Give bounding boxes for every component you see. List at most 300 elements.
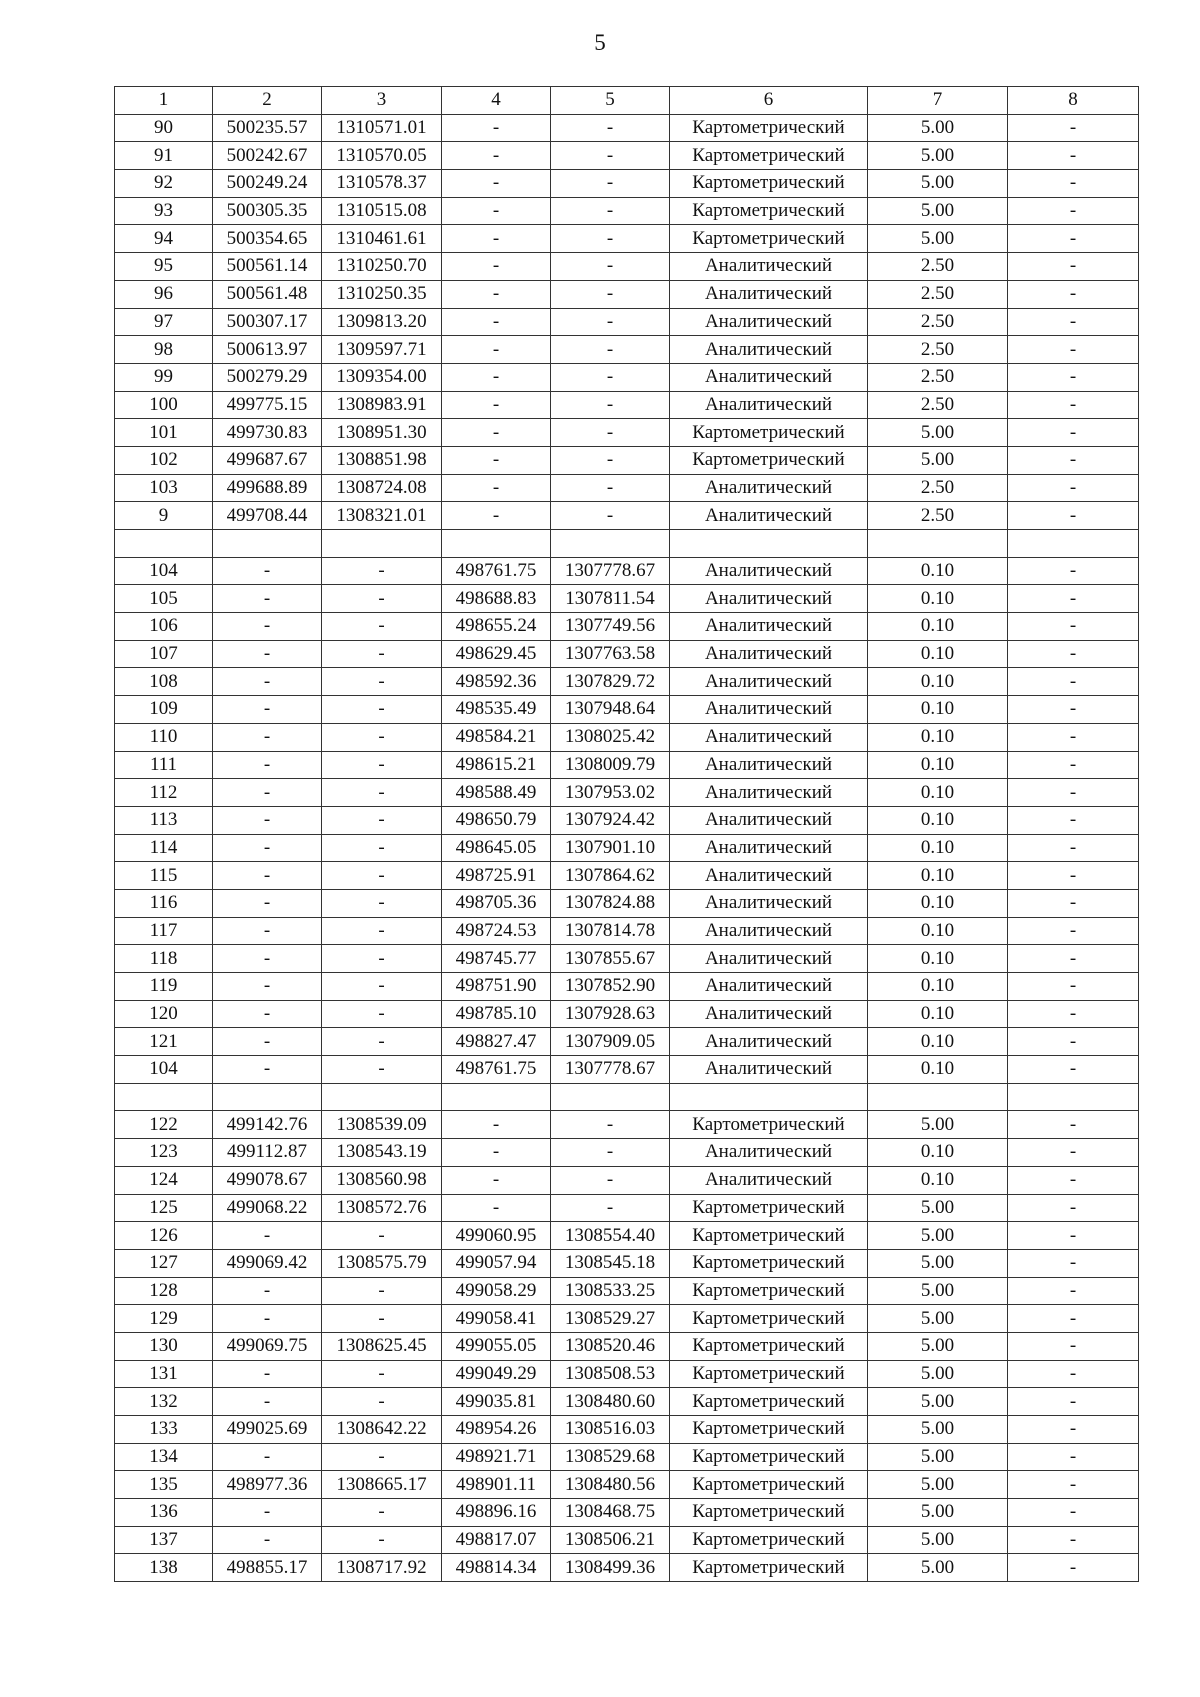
table-cell: 1308625.45 <box>322 1332 442 1360</box>
table-cell: 133 <box>115 1416 213 1444</box>
table-cell: - <box>1008 142 1139 170</box>
table-cell: - <box>551 225 670 253</box>
table-cell: 5.00 <box>868 1499 1008 1527</box>
table-cell: 137 <box>115 1526 213 1554</box>
table-row <box>115 917 1139 945</box>
table-cell: - <box>213 640 322 668</box>
table-cell: 498650.79 <box>442 806 551 834</box>
table-cell: - <box>442 225 551 253</box>
table-cell: 498855.17 <box>213 1554 322 1582</box>
table-cell: - <box>1008 253 1139 281</box>
table-cell: Картометрический <box>670 1360 868 1388</box>
table-cell: - <box>322 723 442 751</box>
table-cell: 498954.26 <box>442 1416 551 1444</box>
table-cell: Аналитический <box>670 363 868 391</box>
table-cell: 128 <box>115 1277 213 1305</box>
table-cell: 94 <box>115 225 213 253</box>
table-cell: - <box>213 945 322 973</box>
table-row <box>115 1388 1139 1416</box>
table-cell: 498645.05 <box>442 834 551 862</box>
table-cell <box>868 530 1008 558</box>
table-cell: 498896.16 <box>442 1499 551 1527</box>
table-cell: Картометрический <box>670 1554 868 1582</box>
table-cell: 111 <box>115 751 213 779</box>
table-cell: - <box>1008 1443 1139 1471</box>
table-body <box>115 87 1139 1582</box>
table-cell: Аналитический <box>670 806 868 834</box>
table-cell: - <box>213 613 322 641</box>
table-cell: 1308529.27 <box>551 1305 670 1333</box>
table-cell: 1310571.01 <box>322 114 442 142</box>
table-cell: - <box>322 1526 442 1554</box>
table-cell: - <box>551 170 670 198</box>
table-cell: Аналитический <box>670 1000 868 1028</box>
table-cell: - <box>1008 502 1139 530</box>
table-cell: 1307824.88 <box>551 889 670 917</box>
table-cell: - <box>1008 723 1139 751</box>
table-row <box>115 1111 1139 1139</box>
table-cell: Картометрический <box>670 170 868 198</box>
table-cell: - <box>442 280 551 308</box>
table-cell: - <box>551 502 670 530</box>
table-cell: 5.00 <box>868 197 1008 225</box>
table-cell: Аналитический <box>670 723 868 751</box>
table-cell: 1307864.62 <box>551 862 670 890</box>
table-cell: 1310578.37 <box>322 170 442 198</box>
table-cell: 1307855.67 <box>551 945 670 973</box>
table-cell: - <box>213 668 322 696</box>
table-cell: - <box>213 917 322 945</box>
table-cell: - <box>1008 1416 1139 1444</box>
table-cell: 500354.65 <box>213 225 322 253</box>
table-cell: 498761.75 <box>442 557 551 585</box>
table-cell: 5.00 <box>868 1471 1008 1499</box>
table-cell: 0.10 <box>868 889 1008 917</box>
table-cell: - <box>551 197 670 225</box>
table-cell: Аналитический <box>670 862 868 890</box>
table-cell: - <box>322 806 442 834</box>
table-cell: - <box>213 751 322 779</box>
table-row <box>115 1249 1139 1277</box>
table-cell: 1307778.67 <box>551 557 670 585</box>
table-cell: 498817.07 <box>442 1526 551 1554</box>
table-cell: 1309813.20 <box>322 308 442 336</box>
table-row <box>115 862 1139 890</box>
table-cell: 499730.83 <box>213 419 322 447</box>
table-cell: 0.10 <box>868 945 1008 973</box>
table-cell: 2.50 <box>868 363 1008 391</box>
table-row <box>115 889 1139 917</box>
table-cell: 500305.35 <box>213 197 322 225</box>
table-cell: 5.00 <box>868 142 1008 170</box>
table-cell: 499687.67 <box>213 446 322 474</box>
table-cell: 1309597.71 <box>322 336 442 364</box>
table-cell: - <box>551 280 670 308</box>
table-cell: - <box>213 1222 322 1250</box>
table-row <box>115 391 1139 419</box>
table-cell: 1308575.79 <box>322 1249 442 1277</box>
table-row <box>115 114 1139 142</box>
table-row <box>115 557 1139 585</box>
table-row <box>115 668 1139 696</box>
table-cell: 115 <box>115 862 213 890</box>
table-cell: 97 <box>115 308 213 336</box>
table-cell: 499068.22 <box>213 1194 322 1222</box>
table-cell: 1308499.36 <box>551 1554 670 1582</box>
table-cell <box>322 530 442 558</box>
table-cell: - <box>1008 1166 1139 1194</box>
table-cell: 0.10 <box>868 973 1008 1001</box>
header-cell: 2 <box>213 87 322 115</box>
table-cell: 1310570.05 <box>322 142 442 170</box>
table-cell: - <box>442 142 551 170</box>
table-row <box>115 1277 1139 1305</box>
table-cell: - <box>322 1305 442 1333</box>
table-cell: 1308508.53 <box>551 1360 670 1388</box>
table-cell: - <box>442 253 551 281</box>
table-cell: - <box>1008 1499 1139 1527</box>
table-cell: - <box>1008 640 1139 668</box>
table-cell: - <box>551 1166 670 1194</box>
table-cell: - <box>1008 1305 1139 1333</box>
table-cell: 498977.36 <box>213 1471 322 1499</box>
table-cell: 499049.29 <box>442 1360 551 1388</box>
table-cell: - <box>551 308 670 336</box>
table-row <box>115 1305 1139 1333</box>
table-cell: 498751.90 <box>442 973 551 1001</box>
table-cell: - <box>213 723 322 751</box>
table-cell: 0.10 <box>868 723 1008 751</box>
table-row <box>115 834 1139 862</box>
table-cell: 1309354.00 <box>322 363 442 391</box>
table-cell <box>115 1083 213 1111</box>
table-cell: - <box>322 834 442 862</box>
table-cell: - <box>442 474 551 502</box>
table-cell: 5.00 <box>868 446 1008 474</box>
table-row <box>115 363 1139 391</box>
table-cell: 0.10 <box>868 917 1008 945</box>
table-cell: 1307778.67 <box>551 1056 670 1084</box>
table-cell: 0.10 <box>868 1139 1008 1167</box>
table-cell: 2.50 <box>868 391 1008 419</box>
table-cell: 136 <box>115 1499 213 1527</box>
table-row <box>115 613 1139 641</box>
table-cell: - <box>213 1277 322 1305</box>
table-cell: - <box>213 557 322 585</box>
table-row <box>115 945 1139 973</box>
table-cell: 498705.36 <box>442 889 551 917</box>
table-cell: - <box>322 1000 442 1028</box>
table-cell: 498655.24 <box>442 613 551 641</box>
table-cell: 498724.53 <box>442 917 551 945</box>
table-cell: Аналитический <box>670 1056 868 1084</box>
table-row <box>115 502 1139 530</box>
table-cell: 5.00 <box>868 1554 1008 1582</box>
table-cell: 500613.97 <box>213 336 322 364</box>
table-cell: - <box>213 806 322 834</box>
table-cell: 1308533.25 <box>551 1277 670 1305</box>
table-cell: 5.00 <box>868 1249 1008 1277</box>
table-cell: - <box>322 696 442 724</box>
table-cell: 118 <box>115 945 213 973</box>
table-cell: 0.10 <box>868 1166 1008 1194</box>
table-cell: 0.10 <box>868 557 1008 585</box>
table-cell: 5.00 <box>868 114 1008 142</box>
table-cell: 125 <box>115 1194 213 1222</box>
table-cell: - <box>1008 363 1139 391</box>
table-cell: - <box>1008 336 1139 364</box>
table-cell: 499688.89 <box>213 474 322 502</box>
table-cell: 96 <box>115 280 213 308</box>
table-cell: - <box>322 1388 442 1416</box>
table-cell: - <box>551 336 670 364</box>
table-cell: 2.50 <box>868 308 1008 336</box>
table-cell: Картометрический <box>670 1111 868 1139</box>
table-cell: - <box>442 363 551 391</box>
table-cell: - <box>213 1526 322 1554</box>
table-cell: 0.10 <box>868 751 1008 779</box>
table-cell: 124 <box>115 1166 213 1194</box>
table-row <box>115 973 1139 1001</box>
table-cell: 108 <box>115 668 213 696</box>
table-cell: - <box>1008 1388 1139 1416</box>
table-cell: 0.10 <box>868 640 1008 668</box>
table-cell: - <box>551 1194 670 1222</box>
table-cell: - <box>322 585 442 613</box>
table-cell: 498761.75 <box>442 1056 551 1084</box>
table-cell: 500249.24 <box>213 170 322 198</box>
table-cell: Аналитический <box>670 502 868 530</box>
table-cell: 499057.94 <box>442 1249 551 1277</box>
table-cell: Картометрический <box>670 1194 868 1222</box>
table-row <box>115 806 1139 834</box>
table-cell: - <box>213 1499 322 1527</box>
table-cell: 98 <box>115 336 213 364</box>
table-cell: 2.50 <box>868 336 1008 364</box>
table-cell: 1308321.01 <box>322 502 442 530</box>
table-cell: - <box>1008 668 1139 696</box>
table-cell: 1308545.18 <box>551 1249 670 1277</box>
table-cell: - <box>1008 557 1139 585</box>
table-cell: - <box>1008 308 1139 336</box>
table-cell: 101 <box>115 419 213 447</box>
table-cell: 5.00 <box>868 1194 1008 1222</box>
table-cell: - <box>322 668 442 696</box>
table-cell: Аналитический <box>670 889 868 917</box>
table-cell: - <box>1008 862 1139 890</box>
table-cell: 105 <box>115 585 213 613</box>
table-row <box>115 170 1139 198</box>
table-cell: 500242.67 <box>213 142 322 170</box>
table-cell: 500279.29 <box>213 363 322 391</box>
table-cell <box>322 1083 442 1111</box>
table-row <box>115 779 1139 807</box>
table-cell: - <box>442 1111 551 1139</box>
table-row <box>115 1499 1139 1527</box>
table-cell: 5.00 <box>868 1388 1008 1416</box>
table-cell: 0.10 <box>868 834 1008 862</box>
table-cell: - <box>322 1028 442 1056</box>
table-row <box>115 197 1139 225</box>
table-cell: 122 <box>115 1111 213 1139</box>
table-cell: 500235.57 <box>213 114 322 142</box>
table-cell: 121 <box>115 1028 213 1056</box>
table-cell: - <box>322 1443 442 1471</box>
table-cell: 499060.95 <box>442 1222 551 1250</box>
table-cell: 127 <box>115 1249 213 1277</box>
table-cell: 1308851.98 <box>322 446 442 474</box>
table-cell: Аналитический <box>670 613 868 641</box>
table-cell: 117 <box>115 917 213 945</box>
table-cell: 498592.36 <box>442 668 551 696</box>
table-cell: Картометрический <box>670 114 868 142</box>
table-row <box>115 696 1139 724</box>
table-cell: 1307909.05 <box>551 1028 670 1056</box>
table-cell: 1308520.46 <box>551 1332 670 1360</box>
table-cell: Картометрический <box>670 1388 868 1416</box>
table-cell: - <box>1008 613 1139 641</box>
table-cell: 134 <box>115 1443 213 1471</box>
table-cell: - <box>1008 1526 1139 1554</box>
table-cell: 0.10 <box>868 668 1008 696</box>
table-cell: Аналитический <box>670 973 868 1001</box>
table-row <box>115 336 1139 364</box>
table-row <box>115 1028 1139 1056</box>
table-cell: 0.10 <box>868 806 1008 834</box>
table-cell <box>442 1083 551 1111</box>
table-cell: Картометрический <box>670 1443 868 1471</box>
table-cell: 498588.49 <box>442 779 551 807</box>
table-cell: 5.00 <box>868 1222 1008 1250</box>
table-cell: 1307829.72 <box>551 668 670 696</box>
table-cell: 1307763.58 <box>551 640 670 668</box>
table-cell: 499078.67 <box>213 1166 322 1194</box>
table-row <box>115 1332 1139 1360</box>
table-cell: 107 <box>115 640 213 668</box>
table-cell: - <box>1008 696 1139 724</box>
table-cell: 0.10 <box>868 862 1008 890</box>
table-cell: - <box>551 363 670 391</box>
table-cell: - <box>551 446 670 474</box>
table-cell: 499058.29 <box>442 1277 551 1305</box>
table-row <box>115 308 1139 336</box>
table-cell: 1307924.42 <box>551 806 670 834</box>
table-cell <box>213 530 322 558</box>
table-cell: 499112.87 <box>213 1139 322 1167</box>
table-cell: - <box>213 862 322 890</box>
table-cell: 0.10 <box>868 696 1008 724</box>
table-cell: 113 <box>115 806 213 834</box>
table-cell: 1308543.19 <box>322 1139 442 1167</box>
table-cell: 0.10 <box>868 1028 1008 1056</box>
table-cell: Аналитический <box>670 253 868 281</box>
table-cell: 1308665.17 <box>322 1471 442 1499</box>
table-row <box>115 253 1139 281</box>
table-cell: 92 <box>115 170 213 198</box>
table-cell: 498785.10 <box>442 1000 551 1028</box>
table-cell: 126 <box>115 1222 213 1250</box>
header-cell: 3 <box>322 87 442 115</box>
table-cell: 498921.71 <box>442 1443 551 1471</box>
table-cell: 498901.11 <box>442 1471 551 1499</box>
header-cell: 4 <box>442 87 551 115</box>
table-cell: 100 <box>115 391 213 419</box>
table-cell: 131 <box>115 1360 213 1388</box>
table-cell: 130 <box>115 1332 213 1360</box>
table-cell: - <box>322 1360 442 1388</box>
table-cell: 498584.21 <box>442 723 551 751</box>
table-cell: Картометрический <box>670 1305 868 1333</box>
header-cell: 8 <box>1008 87 1139 115</box>
table-cell: - <box>442 114 551 142</box>
table-cell: - <box>1008 1028 1139 1056</box>
table-cell <box>115 530 213 558</box>
table-cell: 0.10 <box>868 613 1008 641</box>
table-cell: - <box>1008 1471 1139 1499</box>
table-cell: - <box>322 751 442 779</box>
table-cell: Картометрический <box>670 419 868 447</box>
table-cell <box>442 530 551 558</box>
table-cell: - <box>551 391 670 419</box>
table-cell: 499142.76 <box>213 1111 322 1139</box>
table-cell: Аналитический <box>670 696 868 724</box>
table-cell: 5.00 <box>868 1360 1008 1388</box>
table-cell: 499058.41 <box>442 1305 551 1333</box>
table-cell: 1307811.54 <box>551 585 670 613</box>
table-cell: 499069.75 <box>213 1332 322 1360</box>
table-cell: 498629.45 <box>442 640 551 668</box>
table-cell: - <box>1008 1222 1139 1250</box>
table-cell: - <box>1008 170 1139 198</box>
table-cell: Аналитический <box>670 585 868 613</box>
table-cell: Аналитический <box>670 945 868 973</box>
table-cell: 498725.91 <box>442 862 551 890</box>
table-cell: - <box>213 973 322 1001</box>
table-cell: 1307901.10 <box>551 834 670 862</box>
table-row <box>115 1554 1139 1582</box>
table-cell: - <box>1008 1111 1139 1139</box>
table-row <box>115 640 1139 668</box>
table-cell: - <box>322 862 442 890</box>
table-cell: 1308572.76 <box>322 1194 442 1222</box>
table-row <box>115 142 1139 170</box>
table-row <box>115 446 1139 474</box>
table-cell: 90 <box>115 114 213 142</box>
table-cell: - <box>322 779 442 807</box>
table-cell: - <box>551 419 670 447</box>
table-cell: 2.50 <box>868 253 1008 281</box>
table-cell: 102 <box>115 446 213 474</box>
table-cell: - <box>1008 280 1139 308</box>
table-cell: Аналитический <box>670 779 868 807</box>
table-cell: 1308480.60 <box>551 1388 670 1416</box>
table-cell: 106 <box>115 613 213 641</box>
table-cell: 132 <box>115 1388 213 1416</box>
table-cell: - <box>1008 1139 1139 1167</box>
table-cell: 1308529.68 <box>551 1443 670 1471</box>
table-cell: 5.00 <box>868 1305 1008 1333</box>
table-cell: 103 <box>115 474 213 502</box>
table-cell: 498814.34 <box>442 1554 551 1582</box>
table-cell: 1308025.42 <box>551 723 670 751</box>
table-cell <box>213 1083 322 1111</box>
table-cell: - <box>1008 1194 1139 1222</box>
table-row <box>115 1471 1139 1499</box>
table-cell <box>551 530 670 558</box>
table-cell: 1310515.08 <box>322 197 442 225</box>
table-cell: - <box>1008 1554 1139 1582</box>
table-cell: 1308642.22 <box>322 1416 442 1444</box>
